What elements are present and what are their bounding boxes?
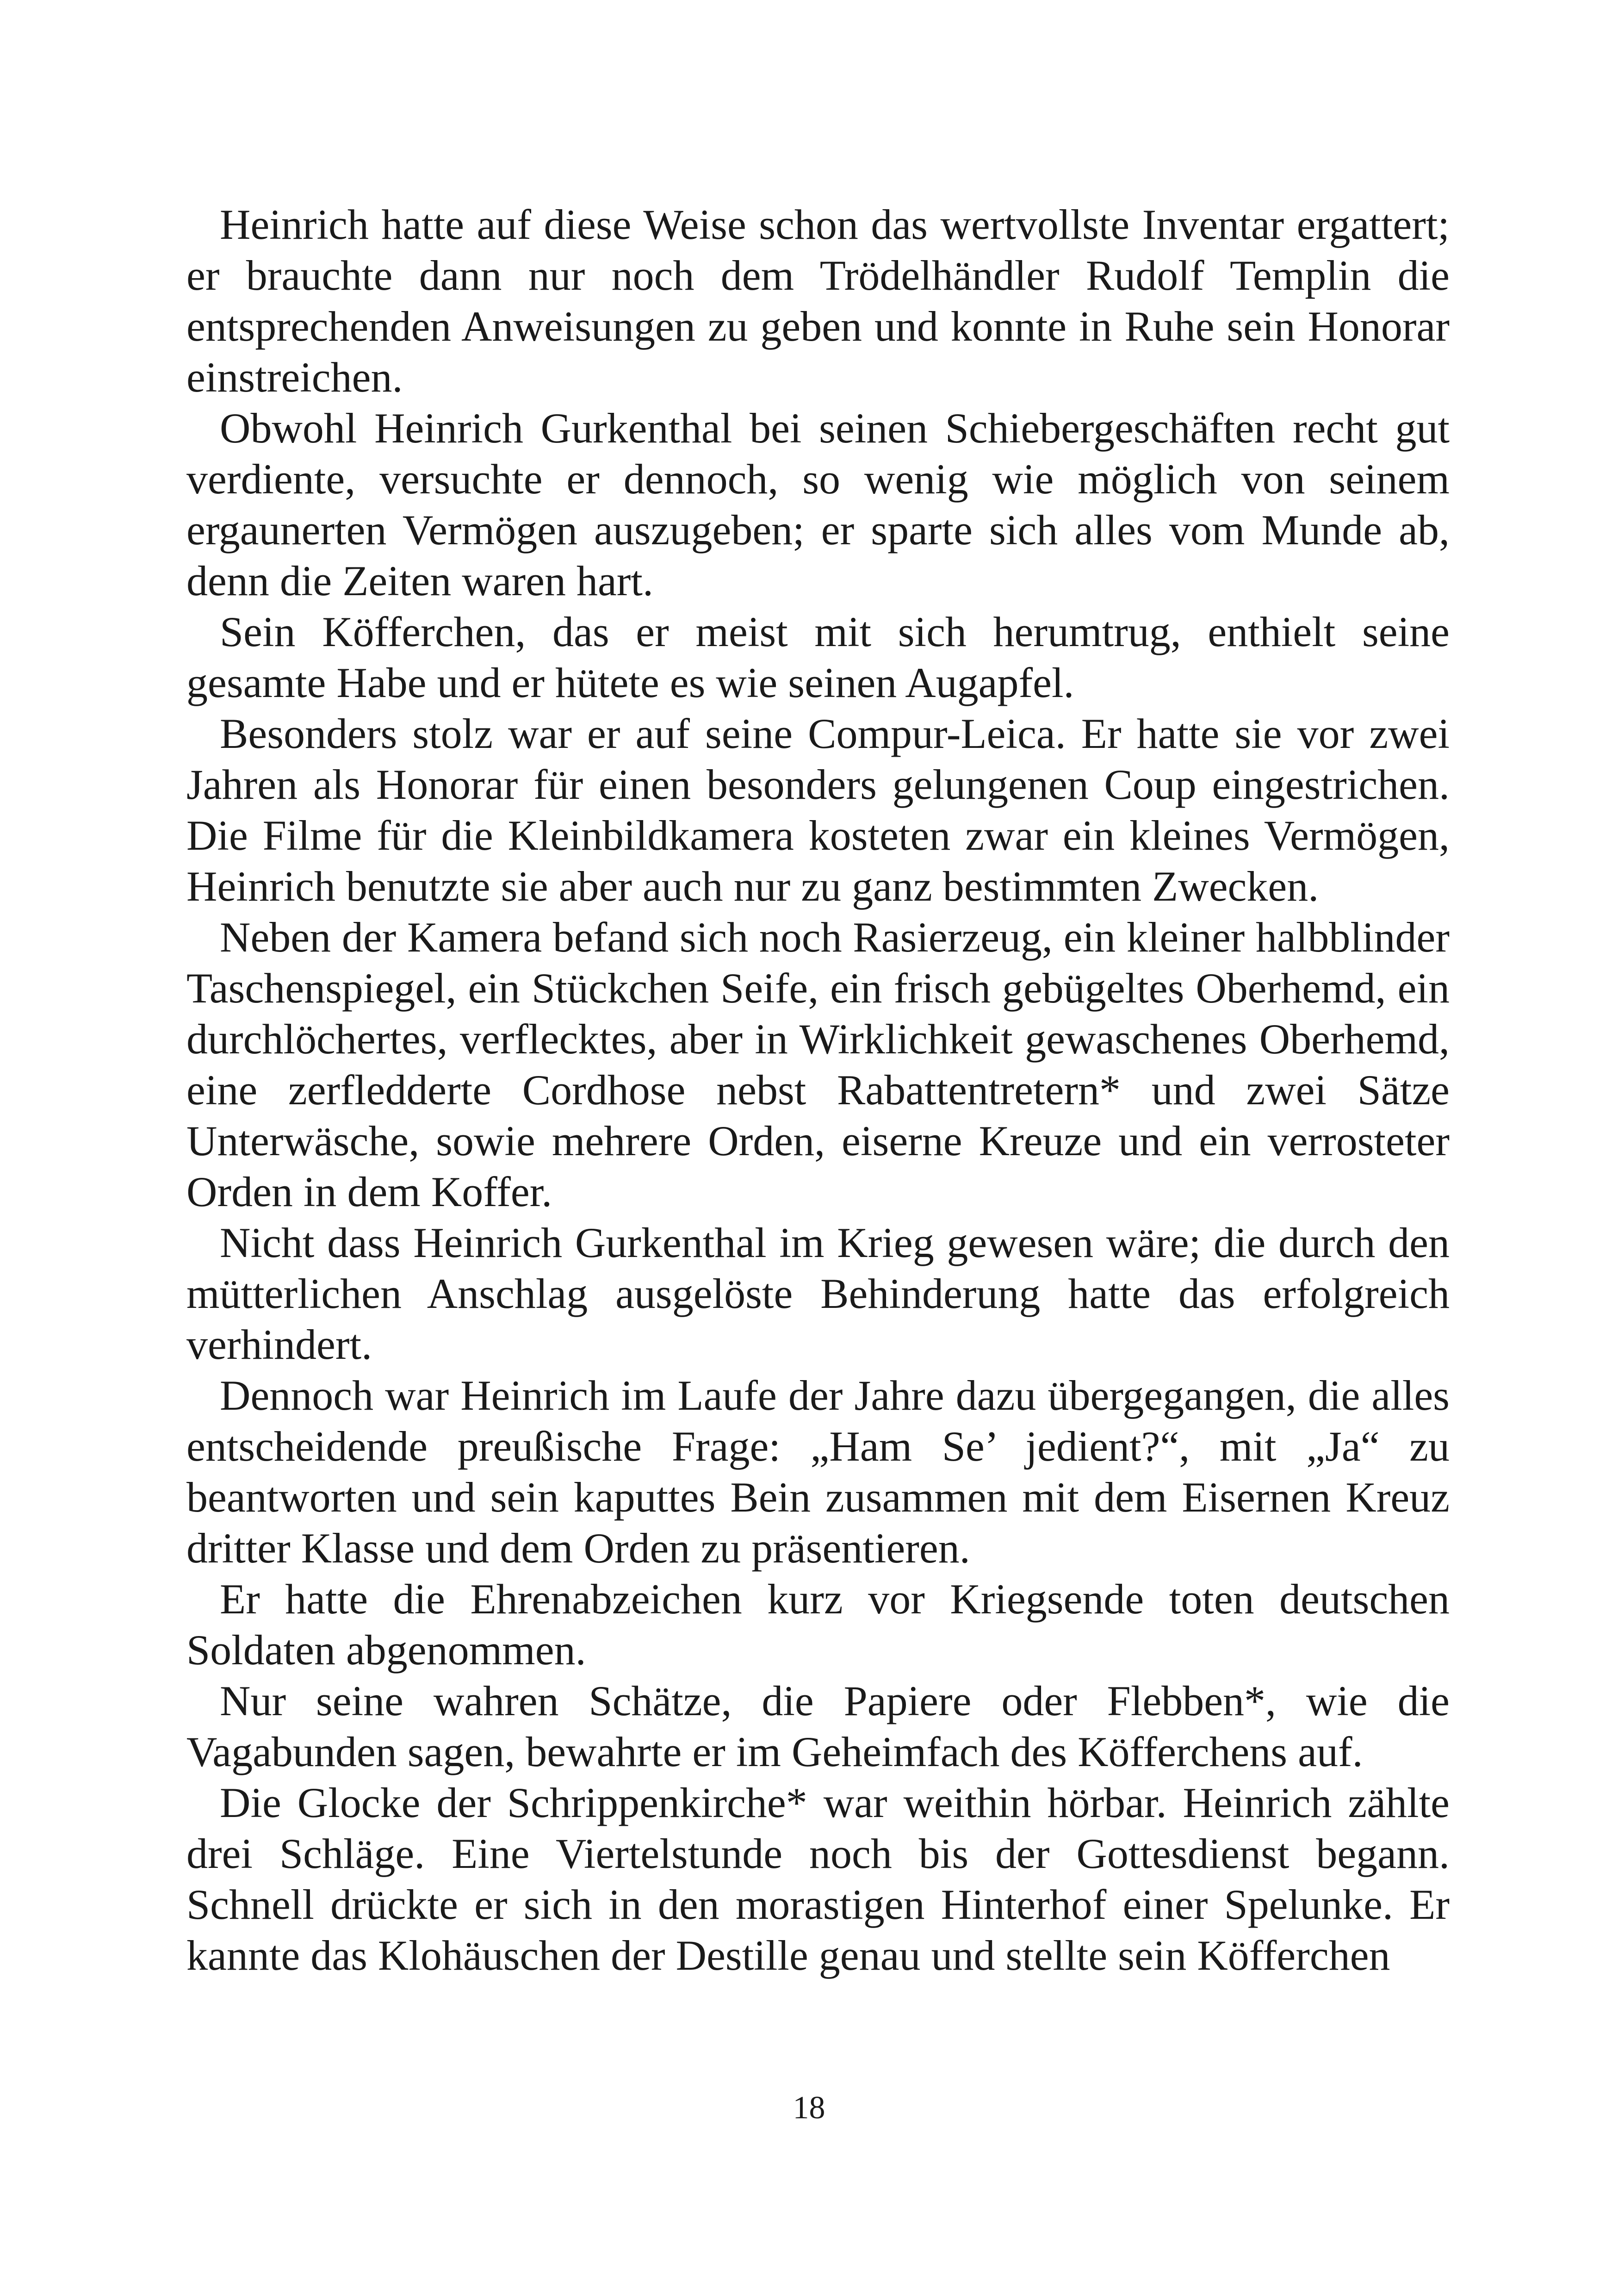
paragraph: Besonders stolz war er auf seine Compur-Leica. Er hatte sie vor zwei Jahren als Honorar für einen besonders gelungenen Coup eingestrichen. Die Filme für die Kleinbildkamera kosteten zwar ein kleines Vermögen, Heinrich benutzte sie aber auch nur zu ganz bestimmten Zwecken. (186, 710, 1450, 910)
body-text (186, 199, 1450, 1981)
paragraph: Nicht dass Heinrich Gurkenthal im Krieg gewesen wäre; die durch den mütterlichen Anschlag ausgelöste Behinderung hatte das erfolgreich verhindert. (186, 1219, 1450, 1368)
page-number: 18 (793, 2090, 825, 2126)
paragraph: Die Glocke der Schrippenkirche* war weithin hörbar. Heinrich zählte drei Schläge. Eine Viertelstunde noch bis der Gottesdienst begann. Schnell drückte er sich in den morastigen Hinterhof einer Spelunke. Er kannte das Klohäuschen der Destille genau und stellte sein Köfferchen (186, 1779, 1450, 1979)
paragraph: Sein Köfferchen, das er meist mit sich herumtrug, enthielt seine gesamte Habe und er hütete es wie seinen Augapfel. (186, 608, 1450, 706)
paragraph: Heinrich hatte auf diese Weise schon das wertvollste Inventar ergattert; er brauchte dann nur noch dem Trödelhändler Rudolf Templin die entsprechenden Anweisungen zu geben und konnte in Ruhe sein Honorar einstreichen. (186, 201, 1450, 401)
paragraph: Er hatte die Ehrenabzeichen kurz vor Kriegsende toten deutschen Soldaten abgenommen. (186, 1575, 1450, 1674)
paragraph: Nur seine wahren Schätze, die Papiere oder Flebben*, wie die Vagabunden sagen, bewahrte er im Geheimfach des Köfferchens auf. (186, 1677, 1450, 1775)
paragraph: Dennoch war Heinrich im Laufe der Jahre dazu übergegangen, die alles entscheidende preußische Frage: „Ham Se’ jedient?“, mit „Ja“ zu beantworten und sein kaputtes Bein zusammen mit dem Eisernen Kreuz dritter Klasse und dem Orden zu präsentieren. (186, 1372, 1450, 1572)
paragraph: Obwohl Heinrich Gurkenthal bei seinen Schiebergeschäften recht gut verdiente, versuchte er dennoch, so wenig wie möglich von seinem ergaunerten Vermögen auszugeben; er sparte sich alles vom Munde ab, denn die Zeiten waren hart. (186, 404, 1450, 604)
paragraph: Neben der Kamera befand sich noch Rasierzeug, ein kleiner halbblinder Taschenspiegel, ein Stückchen Seife, ein frisch gebügeltes Oberhemd, ein durchlöchertes, verflecktes, aber in Wirklichkeit gewaschenes Oberhemd, eine zerfledderte Cordhose nebst Rabattentretern* und zwei Sätze Unterwäsche, sowie mehrere Orden, eiserne Kreuze und ein verrosteter Orden in dem Koffer. (186, 914, 1450, 1215)
